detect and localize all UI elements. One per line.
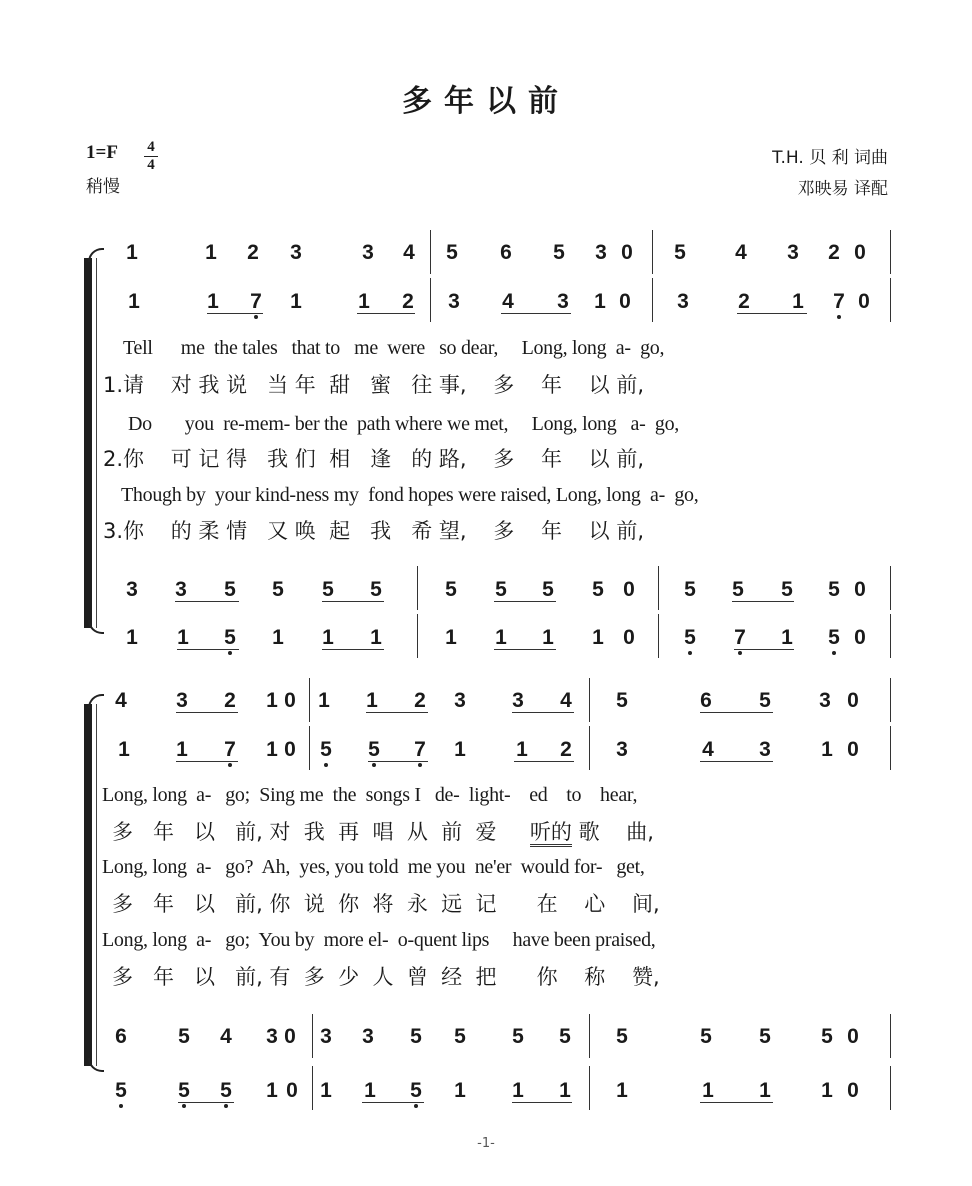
- note: 1: [594, 290, 606, 313]
- note: 1: [445, 626, 457, 649]
- note: 0: [847, 1079, 859, 1102]
- note: 5: [512, 1025, 524, 1048]
- note: 1: [320, 1079, 332, 1102]
- lyric-verse-3-english: Though by your kind-ness my fond hopes were raised, Long, long a- go,: [121, 484, 699, 506]
- note: 5: [684, 578, 696, 601]
- note: 5: [272, 578, 284, 601]
- beam: [512, 712, 574, 713]
- note: 5: [821, 1025, 833, 1048]
- note: 0: [854, 578, 866, 601]
- beam: [494, 649, 556, 650]
- beam: [700, 712, 773, 713]
- time-signature-bottom: 4: [147, 157, 155, 173]
- note: 2: [247, 241, 259, 264]
- note: 2: [560, 738, 572, 761]
- note: 1: [366, 689, 378, 712]
- note: 1: [126, 241, 138, 264]
- note: 1: [542, 626, 554, 649]
- double-underline: 听的: [530, 820, 572, 847]
- note: 0: [847, 1025, 859, 1048]
- barline: [417, 566, 418, 610]
- note: 5: [828, 578, 840, 601]
- note: 0: [854, 626, 866, 649]
- note: 1: [821, 1079, 833, 1102]
- note: 7: [831, 290, 847, 314]
- note: 1: [364, 1079, 376, 1102]
- barline: [589, 1066, 590, 1110]
- note: 0: [854, 241, 866, 264]
- note: 3: [176, 689, 188, 712]
- note: 4: [403, 241, 415, 264]
- beam: [700, 761, 773, 762]
- note: 5: [176, 1079, 192, 1103]
- note: 0: [847, 689, 859, 712]
- barline: [652, 230, 653, 274]
- time-signature: [144, 140, 158, 173]
- note: 3: [454, 689, 466, 712]
- beam: [366, 712, 428, 713]
- note: 5: [553, 241, 565, 264]
- note: 4: [702, 738, 714, 761]
- note: 3: [616, 738, 628, 761]
- beam: [362, 1102, 424, 1103]
- tempo-marking: 稍慢: [86, 177, 120, 197]
- note: 7: [732, 626, 748, 650]
- lyric-verse-3-chinese: 3.你 的 柔 情 又 唤 起 我 希 望, 多 年 以 前,: [103, 519, 644, 543]
- beam: [737, 313, 807, 314]
- note: 4: [502, 290, 514, 313]
- note: 3: [175, 578, 187, 601]
- system-brace-line: [96, 704, 97, 1066]
- note: 5: [559, 1025, 571, 1048]
- note: 7: [222, 738, 238, 762]
- lyric-verse-1-chinese: 多 年 以 前, 对 我 再 唱 从 前 爱 听的 歌 曲,: [112, 816, 654, 846]
- note: 5: [616, 1025, 628, 1048]
- note: 5: [113, 1079, 129, 1103]
- barline: [658, 566, 659, 610]
- brace-top-hook: [88, 694, 104, 708]
- note: 2: [738, 290, 750, 313]
- lyric-verse-1-english: Long, long a- go; Sing me the songs I de- light- ed to hear,: [102, 784, 638, 806]
- note: 6: [115, 1025, 127, 1048]
- note: 1: [322, 626, 334, 649]
- note: 1: [358, 290, 370, 313]
- barline: [312, 1014, 313, 1058]
- brace-bottom-hook: [88, 620, 104, 634]
- note: 1: [759, 1079, 771, 1102]
- note: 3: [362, 1025, 374, 1048]
- beam: [176, 712, 238, 713]
- note: 5: [592, 578, 604, 601]
- note: 5: [178, 1025, 190, 1048]
- note: 5: [410, 1025, 422, 1048]
- beam: [177, 649, 239, 650]
- note: 1: [512, 1079, 524, 1102]
- barline: [589, 678, 590, 722]
- note: 6: [700, 689, 712, 712]
- note: 5: [732, 578, 744, 601]
- lyricist-composer-credit: T.H. 贝 利 词曲: [772, 148, 888, 168]
- lyric-verse-3-english: Long, long a- go; You by more el- o-quent lips have been praised,: [102, 929, 656, 951]
- lyric-verse-2-english: Long, long a- go? Ah, yes, you told me you ne'er would for- get,: [102, 856, 645, 878]
- key-signature: 1=F: [86, 142, 118, 163]
- note: 3: [320, 1025, 332, 1048]
- note: 1: [177, 626, 189, 649]
- beam: [700, 1102, 773, 1103]
- note: 2: [828, 241, 840, 264]
- note: 0: [858, 290, 870, 313]
- note: 1: [266, 689, 278, 712]
- beam: [322, 601, 384, 602]
- beam: [501, 313, 571, 314]
- note: 5: [759, 1025, 771, 1048]
- note: 5: [454, 1025, 466, 1048]
- note: 1: [495, 626, 507, 649]
- note: 1: [370, 626, 382, 649]
- note: 3: [512, 689, 524, 712]
- note: 2: [414, 689, 426, 712]
- note: 1: [128, 290, 140, 313]
- note: 5: [616, 689, 628, 712]
- brace-bottom-hook: [88, 1058, 104, 1072]
- note: 5: [318, 738, 334, 762]
- system-brace: [84, 704, 92, 1066]
- note: 5: [408, 1079, 424, 1103]
- note: 1: [454, 738, 466, 761]
- note: 3: [819, 689, 831, 712]
- note: 0: [284, 689, 296, 712]
- note: 0: [284, 1025, 296, 1048]
- note: 0: [619, 290, 631, 313]
- barline: [890, 614, 891, 658]
- note: 3: [677, 290, 689, 313]
- barline: [309, 678, 310, 722]
- note: 7: [248, 290, 264, 314]
- note: 0: [623, 578, 635, 601]
- note: 4: [735, 241, 747, 264]
- lyric-verse-1-english: Tell me the tales that to me were so dear, Long, long a- go,: [123, 337, 665, 359]
- beam: [734, 649, 794, 650]
- note: 2: [402, 290, 414, 313]
- beam: [207, 313, 263, 314]
- note: 1: [592, 626, 604, 649]
- note: 0: [621, 241, 633, 264]
- note: 1: [781, 626, 793, 649]
- note: 1: [454, 1079, 466, 1102]
- note: 1: [318, 689, 330, 712]
- beam: [178, 1102, 234, 1103]
- note: 5: [445, 578, 457, 601]
- note: 1: [290, 290, 302, 313]
- barline: [430, 230, 431, 274]
- note: 5: [781, 578, 793, 601]
- beam: [494, 601, 556, 602]
- note: 5: [322, 578, 334, 601]
- note: 1: [266, 1079, 278, 1102]
- lyric-verse-1-chinese: 1.请 对 我 说 当 年 甜 蜜 往 事, 多 年 以 前,: [103, 373, 644, 397]
- note: 1: [559, 1079, 571, 1102]
- beam: [732, 601, 794, 602]
- note: 1: [821, 738, 833, 761]
- note: 4: [220, 1025, 232, 1048]
- system-brace: [84, 258, 92, 628]
- beam: [512, 1102, 572, 1103]
- note: 1: [266, 738, 278, 761]
- note: 7: [412, 738, 428, 762]
- beam: [175, 601, 239, 602]
- barline: [658, 614, 659, 658]
- note: 1: [516, 738, 528, 761]
- barline: [890, 278, 891, 322]
- note: 1: [792, 290, 804, 313]
- barline: [589, 1014, 590, 1058]
- beam: [357, 313, 415, 314]
- note: 5: [222, 626, 238, 650]
- brace-top-hook: [88, 248, 104, 262]
- note: 1: [702, 1079, 714, 1102]
- song-title: 多年以前: [402, 84, 570, 119]
- note: 3: [448, 290, 460, 313]
- barline: [890, 1014, 891, 1058]
- lyric-verse-2-chinese: 2.你 可 记 得 我 们 相 逢 的 路, 多 年 以 前,: [103, 447, 644, 471]
- barline: [309, 726, 310, 770]
- barline: [430, 278, 431, 322]
- barline: [890, 1066, 891, 1110]
- lyric-verse-3-chinese: 多 年 以 前, 有 多 少 人 曾 经 把 你 称 赞,: [112, 965, 660, 989]
- note: 3: [266, 1025, 278, 1048]
- note: 3: [557, 290, 569, 313]
- note: 3: [787, 241, 799, 264]
- translator-credit: 邓映易 译配: [797, 179, 888, 199]
- note: 3: [126, 578, 138, 601]
- note: 3: [595, 241, 607, 264]
- note: 5: [224, 578, 236, 601]
- note: 1: [207, 290, 219, 313]
- note: 5: [366, 738, 382, 762]
- note: 3: [759, 738, 771, 761]
- note: 3: [362, 241, 374, 264]
- note: 0: [623, 626, 635, 649]
- note: 5: [759, 689, 771, 712]
- note: 4: [115, 689, 127, 712]
- note: 5: [370, 578, 382, 601]
- note: 3: [290, 241, 302, 264]
- note: 5: [682, 626, 698, 650]
- note: 5: [674, 241, 686, 264]
- lyric-verse-2-chinese: 多 年 以 前, 你 说 你 将 永 远 记 在 心 间,: [112, 892, 660, 916]
- note: 5: [446, 241, 458, 264]
- note: 1: [205, 241, 217, 264]
- note: 5: [218, 1079, 234, 1103]
- note: 1: [176, 738, 188, 761]
- note: 2: [224, 689, 236, 712]
- note: 5: [826, 626, 842, 650]
- barline: [890, 230, 891, 274]
- note: 1: [272, 626, 284, 649]
- note: 1: [126, 626, 138, 649]
- barline: [652, 278, 653, 322]
- note: 1: [118, 738, 130, 761]
- beam: [322, 649, 384, 650]
- barline: [312, 1066, 313, 1110]
- lyric-verse-2-english: Do you re-mem- ber the path where we met, Long, long a- go,: [128, 413, 679, 435]
- note: 5: [542, 578, 554, 601]
- page-number: -1-: [477, 1136, 495, 1151]
- note: 0: [284, 738, 296, 761]
- time-signature-top: 4: [147, 139, 155, 155]
- beam: [514, 761, 574, 762]
- note: 5: [700, 1025, 712, 1048]
- beam: [368, 761, 428, 762]
- note: 0: [286, 1079, 298, 1102]
- barline: [890, 566, 891, 610]
- barline: [890, 726, 891, 770]
- barline: [589, 726, 590, 770]
- note: 6: [500, 241, 512, 264]
- note: 1: [616, 1079, 628, 1102]
- note: 4: [560, 689, 572, 712]
- barline: [890, 678, 891, 722]
- note: 5: [495, 578, 507, 601]
- note: 0: [847, 738, 859, 761]
- barline: [417, 614, 418, 658]
- system-brace-line: [96, 258, 97, 628]
- beam: [176, 761, 238, 762]
